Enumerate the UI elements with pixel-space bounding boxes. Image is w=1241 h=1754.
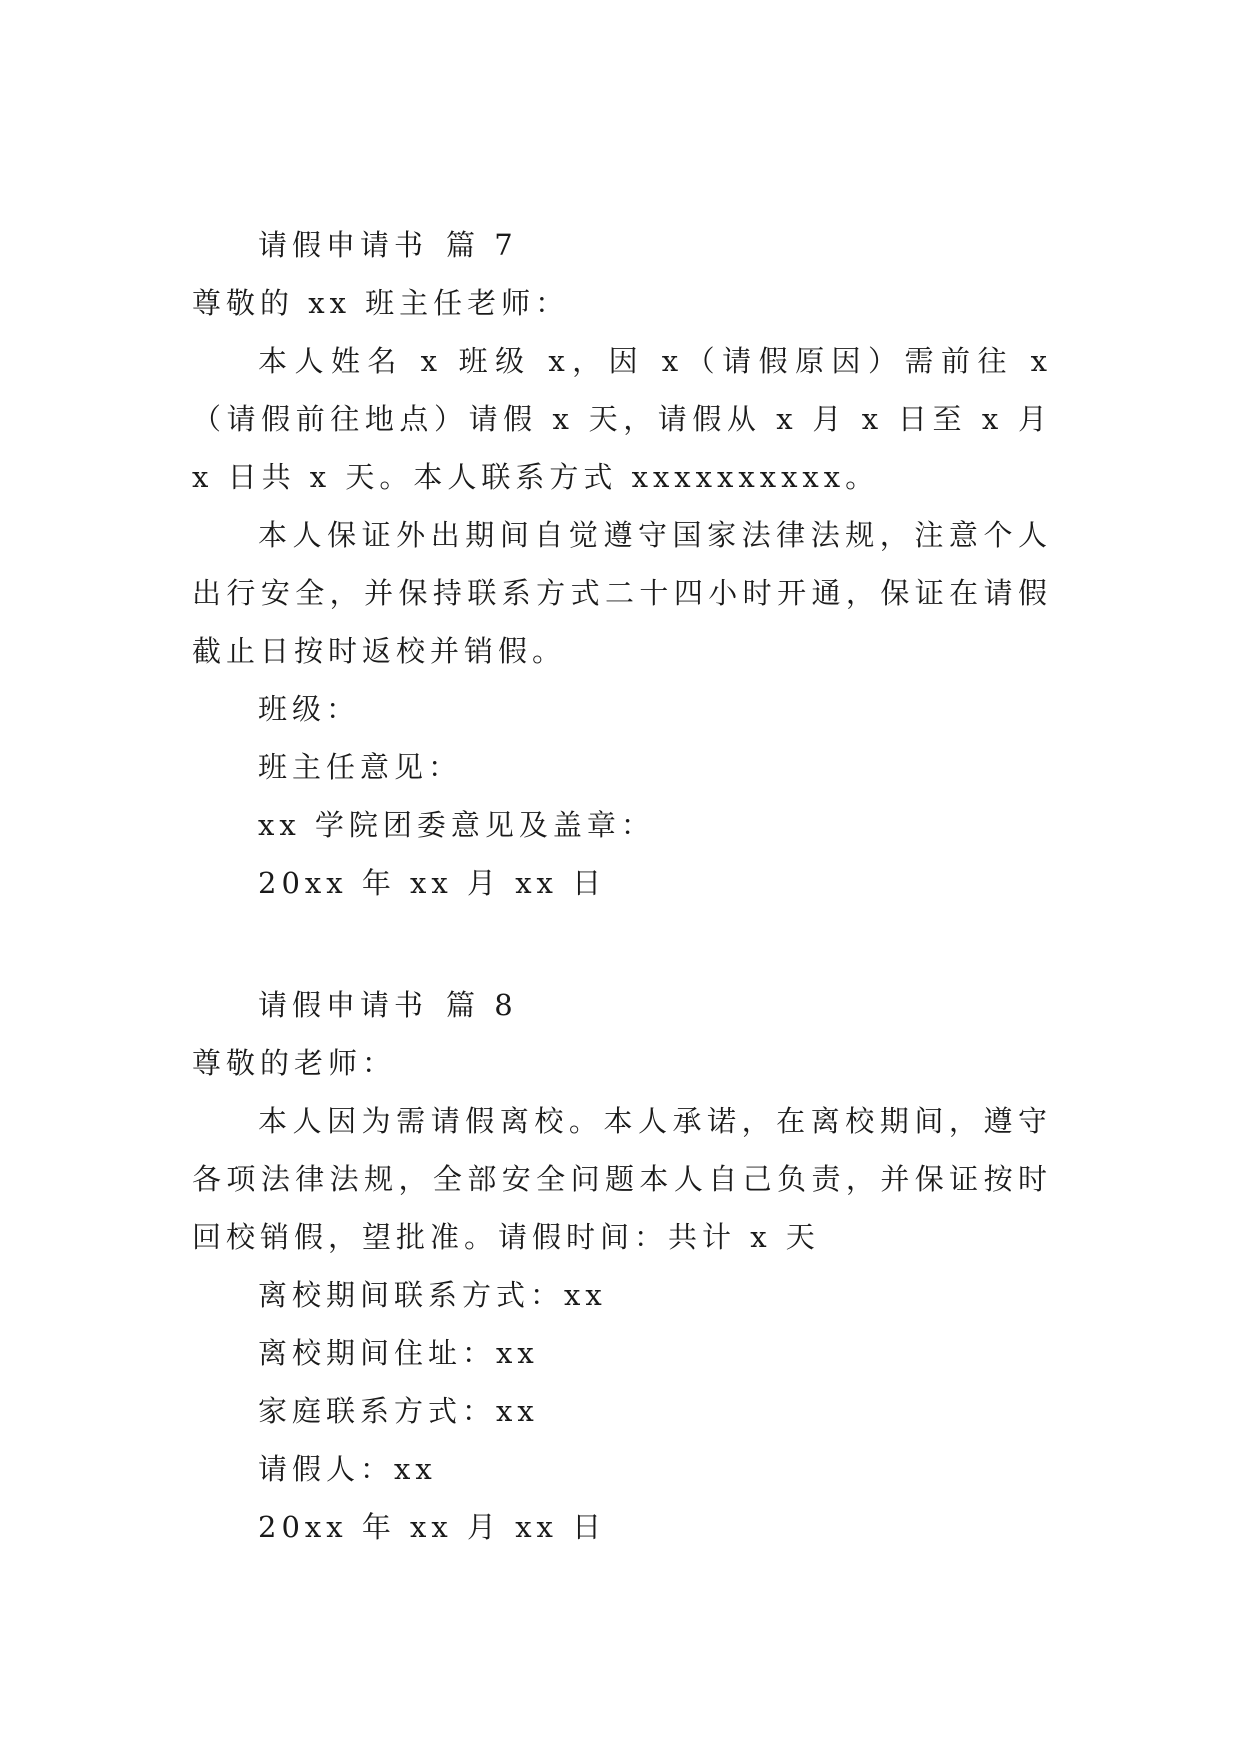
field-date: 20xx 年 xx 月 xx 日	[258, 866, 607, 900]
body-paragraph: 本人姓名 x 班级 x，因 x（请假原因）需前往 x（请假前往地点）请假 x 天，请假从 x 月 x 日至 x 月 x 日共 x 天。本人联系方式 xxxxxxxxxx。	[192, 344, 1052, 494]
salutation: 尊敬的老师：	[192, 1046, 397, 1080]
salutation: 尊敬的 xx 班主任老师：	[192, 286, 570, 320]
body-paragraph: 本人因为需请假离校。本人承诺，在离校期间，遵守各项法律法规，全部安全问题本人自己负责，并保证按时回校销假，望批准。请假时间：共计 x 天	[192, 1104, 1052, 1254]
field-date: 20xx 年 xx 月 xx 日	[258, 1510, 607, 1544]
body-paragraph: 本人保证外出期间自觉遵守国家法律法规，注意个人出行安全，并保持联系方式二十四小时开通，保证在请假截止日按时返校并销假。	[192, 518, 1052, 668]
field-class: 班级：	[258, 692, 361, 726]
section-title	[192, 976, 1052, 1034]
title-number: 篇 7	[446, 228, 518, 262]
field-address: 离校期间住址：xx	[258, 1336, 539, 1370]
title-number: 篇 8	[446, 988, 518, 1022]
leave-application-7	[192, 216, 1052, 912]
title-text: 请假申请书	[258, 988, 429, 1022]
field-applicant: 请假人：xx	[258, 1452, 437, 1486]
title-text: 请假申请书	[258, 228, 429, 262]
section-title	[192, 216, 1052, 274]
field-league-opinion: xx 学院团委意见及盖章：	[258, 808, 655, 842]
field-teacher-opinion: 班主任意见：	[258, 750, 463, 784]
leave-application-8	[192, 976, 1052, 1556]
field-family-contact: 家庭联系方式：xx	[258, 1394, 539, 1428]
field-contact: 离校期间联系方式：xx	[258, 1278, 607, 1312]
